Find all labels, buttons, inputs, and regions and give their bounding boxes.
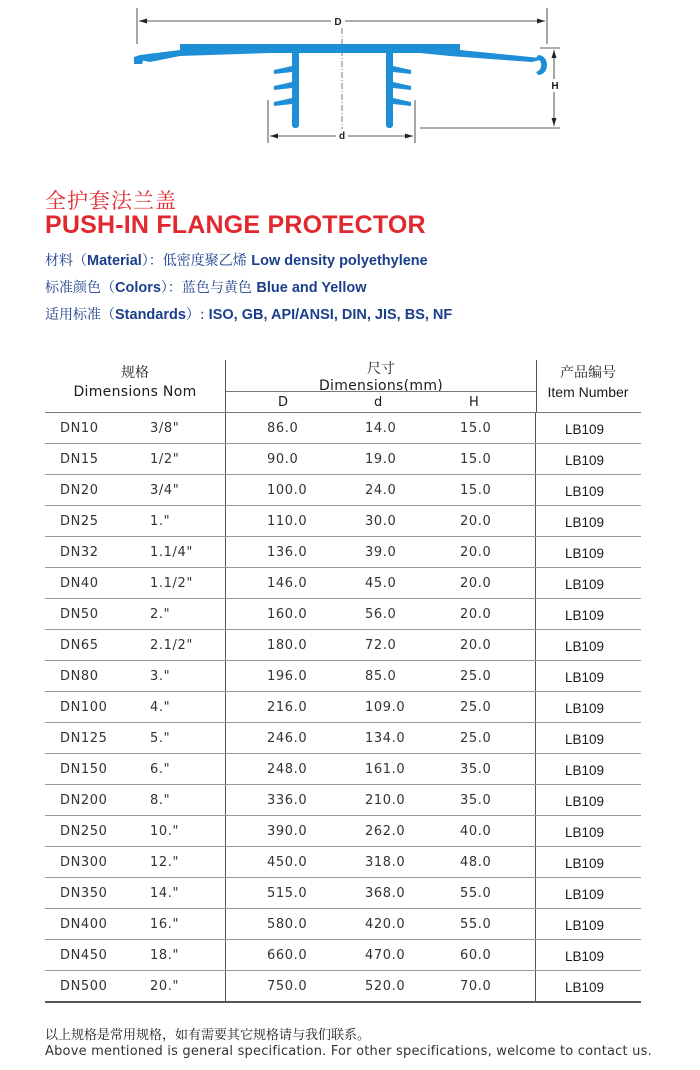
cell-H: 15.0 bbox=[460, 452, 492, 467]
table-row bbox=[45, 413, 641, 444]
cell-H: 55.0 bbox=[460, 917, 492, 932]
cell-item-number: LB109 bbox=[565, 422, 605, 437]
cell-d: 210.0 bbox=[365, 793, 406, 808]
colors-value: Blue and Yellow bbox=[256, 280, 367, 296]
spec-standards bbox=[45, 304, 452, 324]
cell-item-number: LB109 bbox=[565, 949, 605, 964]
cell-inch: 12." bbox=[150, 855, 180, 870]
cell-D: 580.0 bbox=[267, 917, 308, 932]
cell-item-number: LB109 bbox=[565, 918, 605, 933]
cell-dn: DN32 bbox=[60, 545, 99, 560]
cell-D: 216.0 bbox=[267, 700, 308, 715]
column-divider bbox=[535, 878, 536, 908]
cell-item-number: LB109 bbox=[565, 546, 605, 561]
cell-H: 20.0 bbox=[460, 638, 492, 653]
cell-inch: 10." bbox=[150, 824, 180, 839]
cell-inch: 5." bbox=[150, 731, 171, 746]
table-row bbox=[45, 971, 641, 1003]
cell-dn: DN200 bbox=[60, 793, 108, 808]
cell-item-number: LB109 bbox=[565, 577, 605, 592]
cell-item-number: LB109 bbox=[565, 980, 605, 995]
cell-H: 70.0 bbox=[460, 979, 492, 994]
cell-dn: DN50 bbox=[60, 607, 99, 622]
table-row bbox=[45, 878, 641, 909]
column-divider bbox=[225, 444, 226, 474]
header-item bbox=[535, 360, 641, 400]
table-row bbox=[45, 723, 641, 754]
standards-label: Standards bbox=[115, 307, 186, 323]
header-D: D bbox=[278, 395, 289, 410]
cell-H: 20.0 bbox=[460, 576, 492, 591]
cell-item-number: LB109 bbox=[565, 701, 605, 716]
table-header bbox=[45, 360, 641, 413]
footer-note-cn: 以上规格是常用规格，如有需要其它规格请与我们联系。 bbox=[45, 1028, 371, 1043]
cell-d: 85.0 bbox=[365, 669, 397, 684]
cell-d: 24.0 bbox=[365, 483, 397, 498]
column-divider bbox=[225, 940, 226, 970]
table-row bbox=[45, 754, 641, 785]
table-row bbox=[45, 444, 641, 475]
column-divider bbox=[225, 847, 226, 877]
cell-item-number: LB109 bbox=[565, 484, 605, 499]
cell-dn: DN40 bbox=[60, 576, 99, 591]
header-dim-subcolumns bbox=[226, 391, 536, 413]
column-divider bbox=[535, 754, 536, 784]
cell-d: 56.0 bbox=[365, 607, 397, 622]
header-size bbox=[45, 360, 225, 400]
header-H: H bbox=[469, 395, 479, 410]
cell-inch: 2.1/2" bbox=[150, 638, 193, 653]
column-divider bbox=[535, 506, 536, 536]
cell-inch: 1/2" bbox=[150, 452, 180, 467]
cell-H: 35.0 bbox=[460, 762, 492, 777]
column-divider bbox=[535, 940, 536, 970]
cell-H: 48.0 bbox=[460, 855, 492, 870]
cell-d: 368.0 bbox=[365, 886, 406, 901]
cell-dn: DN400 bbox=[60, 917, 108, 932]
column-divider bbox=[225, 568, 226, 598]
table-row bbox=[45, 692, 641, 723]
cell-H: 60.0 bbox=[460, 948, 492, 963]
cell-inch: 4." bbox=[150, 700, 171, 715]
cell-D: 196.0 bbox=[267, 669, 308, 684]
flange-protector-drawing bbox=[120, 0, 580, 150]
cell-H: 55.0 bbox=[460, 886, 492, 901]
column-divider bbox=[535, 971, 536, 1001]
profile-shape bbox=[134, 44, 547, 128]
cell-inch: 3/8" bbox=[150, 421, 180, 436]
cell-inch: 3/4" bbox=[150, 483, 180, 498]
table-row bbox=[45, 475, 641, 506]
column-divider bbox=[225, 692, 226, 722]
cell-H: 25.0 bbox=[460, 731, 492, 746]
cell-D: 515.0 bbox=[267, 886, 308, 901]
cell-item-number: LB109 bbox=[565, 670, 605, 685]
cell-d: 19.0 bbox=[365, 452, 397, 467]
cell-inch: 2." bbox=[150, 607, 171, 622]
cell-d: 39.0 bbox=[365, 545, 397, 560]
cell-dn: DN15 bbox=[60, 452, 99, 467]
cell-d: 420.0 bbox=[365, 917, 406, 932]
title-english: PUSH-IN FLANGE PROTECTOR bbox=[45, 211, 426, 239]
cell-D: 86.0 bbox=[267, 421, 299, 436]
column-divider bbox=[225, 630, 226, 660]
table-row bbox=[45, 568, 641, 599]
cell-D: 136.0 bbox=[267, 545, 308, 560]
column-divider bbox=[535, 785, 536, 815]
cell-H: 20.0 bbox=[460, 514, 492, 529]
cell-H: 20.0 bbox=[460, 545, 492, 560]
cell-d: 45.0 bbox=[365, 576, 397, 591]
column-divider bbox=[225, 537, 226, 567]
cell-inch: 1." bbox=[150, 514, 171, 529]
standards-value: ISO, GB, API/ANSI, DIN, JIS, BS, NF bbox=[204, 307, 453, 323]
cell-d: 161.0 bbox=[365, 762, 406, 777]
cell-item-number: LB109 bbox=[565, 732, 605, 747]
cell-D: 336.0 bbox=[267, 793, 308, 808]
table-row bbox=[45, 909, 641, 940]
cell-D: 110.0 bbox=[267, 514, 308, 529]
cell-D: 390.0 bbox=[267, 824, 308, 839]
column-divider bbox=[225, 723, 226, 753]
column-divider bbox=[535, 475, 536, 505]
colors-label: Colors bbox=[115, 280, 161, 296]
column-divider bbox=[535, 568, 536, 598]
spec-colors bbox=[45, 277, 367, 297]
column-divider bbox=[535, 816, 536, 846]
cell-D: 160.0 bbox=[267, 607, 308, 622]
cell-d: 72.0 bbox=[365, 638, 397, 653]
cell-D: 180.0 bbox=[267, 638, 308, 653]
standards-cn-prefix: 适用标准（ bbox=[45, 307, 115, 323]
column-divider bbox=[535, 723, 536, 753]
cell-D: 100.0 bbox=[267, 483, 308, 498]
column-divider bbox=[225, 754, 226, 784]
cell-d: 134.0 bbox=[365, 731, 406, 746]
cell-inch: 20." bbox=[150, 979, 180, 994]
column-divider bbox=[535, 413, 536, 443]
cell-d: 109.0 bbox=[365, 700, 406, 715]
table-row bbox=[45, 599, 641, 630]
cell-item-number: LB109 bbox=[565, 887, 605, 902]
cell-dn: DN65 bbox=[60, 638, 99, 653]
cell-H: 15.0 bbox=[460, 421, 492, 436]
cell-item-number: LB109 bbox=[565, 825, 605, 840]
cell-D: 660.0 bbox=[267, 948, 308, 963]
cell-D: 450.0 bbox=[267, 855, 308, 870]
cell-dn: DN100 bbox=[60, 700, 108, 715]
cell-H: 25.0 bbox=[460, 700, 492, 715]
column-divider bbox=[535, 630, 536, 660]
cell-H: 40.0 bbox=[460, 824, 492, 839]
standards-cn-mid: ）: bbox=[185, 307, 205, 323]
cell-D: 90.0 bbox=[267, 452, 299, 467]
material-label: Material bbox=[87, 253, 142, 269]
table-row bbox=[45, 506, 641, 537]
column-divider bbox=[535, 692, 536, 722]
cell-inch: 1.1/4" bbox=[150, 545, 193, 560]
colors-cn-mid: ）：蓝色与黄色 bbox=[160, 280, 257, 296]
spec-material bbox=[45, 250, 428, 270]
cell-dn: DN125 bbox=[60, 731, 108, 746]
cell-item-number: LB109 bbox=[565, 453, 605, 468]
dimensions-table bbox=[45, 360, 641, 1003]
cell-d: 30.0 bbox=[365, 514, 397, 529]
column-divider bbox=[225, 909, 226, 939]
table-body bbox=[45, 413, 641, 1003]
cell-D: 246.0 bbox=[267, 731, 308, 746]
column-divider bbox=[535, 599, 536, 629]
cell-H: 25.0 bbox=[460, 669, 492, 684]
header-dimensions bbox=[225, 360, 537, 412]
cell-d: 14.0 bbox=[365, 421, 397, 436]
table-row bbox=[45, 537, 641, 568]
dimension-H-label: H bbox=[551, 81, 559, 92]
dimension-d-label: d bbox=[338, 131, 346, 142]
cell-D: 750.0 bbox=[267, 979, 308, 994]
column-divider bbox=[225, 816, 226, 846]
cell-inch: 3." bbox=[150, 669, 171, 684]
cell-H: 20.0 bbox=[460, 607, 492, 622]
cell-item-number: LB109 bbox=[565, 639, 605, 654]
cell-inch: 1.1/2" bbox=[150, 576, 193, 591]
column-divider bbox=[535, 909, 536, 939]
table-row bbox=[45, 661, 641, 692]
cell-item-number: LB109 bbox=[565, 763, 605, 778]
column-divider bbox=[225, 506, 226, 536]
cell-d: 520.0 bbox=[365, 979, 406, 994]
header-d: d bbox=[374, 395, 383, 410]
cell-dn: DN300 bbox=[60, 855, 108, 870]
table-row bbox=[45, 630, 641, 661]
column-divider bbox=[535, 537, 536, 567]
dimension-D-label: D bbox=[334, 17, 342, 28]
colors-cn-prefix: 标准颜色（ bbox=[45, 280, 115, 296]
cell-dn: DN10 bbox=[60, 421, 99, 436]
header-size-cn: 规格 bbox=[121, 365, 149, 381]
cell-dn: DN500 bbox=[60, 979, 108, 994]
column-divider bbox=[225, 785, 226, 815]
cell-inch: 6." bbox=[150, 762, 171, 777]
column-divider bbox=[225, 599, 226, 629]
cell-d: 318.0 bbox=[365, 855, 406, 870]
cell-dn: DN25 bbox=[60, 514, 99, 529]
column-divider bbox=[225, 413, 226, 443]
cell-item-number: LB109 bbox=[565, 856, 605, 871]
column-divider bbox=[225, 971, 226, 1001]
table-row bbox=[45, 940, 641, 971]
column-divider bbox=[535, 661, 536, 691]
cell-d: 470.0 bbox=[365, 948, 406, 963]
cell-H: 35.0 bbox=[460, 793, 492, 808]
cell-item-number: LB109 bbox=[565, 608, 605, 623]
cell-inch: 16." bbox=[150, 917, 180, 932]
cell-dn: DN80 bbox=[60, 669, 99, 684]
header-dim-cn: 尺寸 bbox=[367, 361, 395, 377]
title-chinese: 全护套法兰盖 bbox=[45, 189, 177, 213]
cell-inch: 14." bbox=[150, 886, 180, 901]
cell-H: 15.0 bbox=[460, 483, 492, 498]
cell-dn: DN150 bbox=[60, 762, 108, 777]
table-row bbox=[45, 816, 641, 847]
header-size-en: Dimensions Nom bbox=[73, 384, 197, 400]
cell-dn: DN250 bbox=[60, 824, 108, 839]
column-divider bbox=[225, 475, 226, 505]
cell-dn: DN20 bbox=[60, 483, 99, 498]
cell-D: 146.0 bbox=[267, 576, 308, 591]
cell-dn: DN350 bbox=[60, 886, 108, 901]
footer-note-en: Above mentioned is general specification. For other specifications, welcome to contact us. bbox=[45, 1044, 652, 1059]
cell-inch: 18." bbox=[150, 948, 180, 963]
cell-inch: 8." bbox=[150, 793, 171, 808]
cell-d: 262.0 bbox=[365, 824, 406, 839]
table-row bbox=[45, 785, 641, 816]
material-value: Low density polyethylene bbox=[251, 253, 428, 269]
header-item-en: Item Number bbox=[547, 384, 629, 400]
cell-item-number: LB109 bbox=[565, 515, 605, 530]
header-item-cn: 产品编号 bbox=[560, 365, 616, 381]
column-divider bbox=[225, 878, 226, 908]
cell-dn: DN450 bbox=[60, 948, 108, 963]
table-row bbox=[45, 847, 641, 878]
material-cn-mid: ）：低密度聚乙烯 bbox=[141, 253, 252, 269]
column-divider bbox=[225, 661, 226, 691]
header-dim-en: Dimensions(mm) bbox=[318, 378, 444, 394]
column-divider bbox=[535, 444, 536, 474]
material-cn-prefix: 材料（ bbox=[45, 253, 87, 269]
cell-D: 248.0 bbox=[267, 762, 308, 777]
column-divider bbox=[535, 847, 536, 877]
cell-item-number: LB109 bbox=[565, 794, 605, 809]
